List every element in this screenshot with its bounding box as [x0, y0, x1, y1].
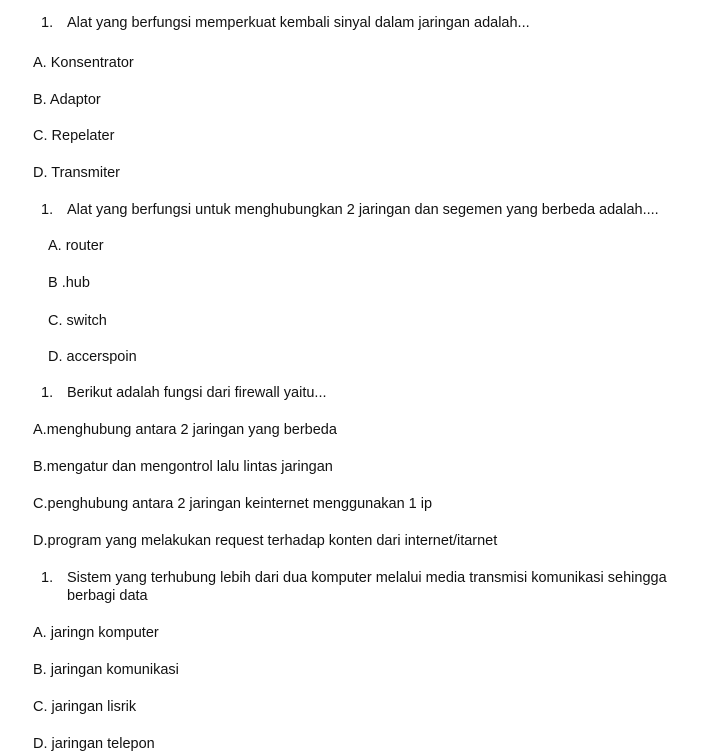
question-number: 1. — [41, 202, 54, 218]
question-text: Alat yang berfungsi untuk menghubungkan 2 jaringan dan segemen yang berbeda adalah.... — [67, 202, 659, 218]
question-number: 1. — [41, 570, 54, 586]
option-c: C.penghubung antara 2 jaringan keinternet menggunakan 1 ip — [33, 496, 433, 512]
option-a: A. Konsentrator — [33, 55, 134, 71]
option-b: B.mengatur dan mengontrol lalu lintas jaringan — [33, 459, 333, 475]
option-b: B. jaringan komunikasi — [33, 662, 179, 678]
option-b: B. Adaptor — [33, 92, 101, 108]
question-number: 1. — [41, 385, 54, 401]
option-b: B .hub — [48, 275, 90, 291]
question-text-line-1: Sistem yang terhubung lebih dari dua komputer melalui media transmisi komunikasi sehingga — [67, 570, 667, 586]
question-4 — [0, 569, 720, 605]
option-a: A. jaringn komputer — [33, 625, 159, 641]
question-text: Berikut adalah fungsi dari firewall yaitu... — [67, 385, 327, 401]
option-c: C. switch — [48, 313, 107, 329]
option-d: D. Transmiter — [33, 165, 121, 181]
option-d: D. jaringan telepon — [33, 736, 155, 752]
option-a: A.menghubung antara 2 jaringan yang berbeda — [33, 422, 337, 438]
option-d: D. accerspoin — [48, 349, 137, 365]
question-text: Alat yang berfungsi memperkuat kembali sinyal dalam jaringan adalah... — [67, 15, 530, 31]
question-text-line-2: berbagi data — [67, 588, 148, 604]
option-c: C. jaringan lisrik — [33, 699, 137, 715]
option-a: A. router — [48, 238, 104, 254]
option-d: D.program yang melakukan request terhadap konten dari internet/itarnet — [33, 533, 498, 549]
question-number: 1. — [41, 15, 54, 31]
option-c: C. Repelater — [33, 128, 115, 144]
